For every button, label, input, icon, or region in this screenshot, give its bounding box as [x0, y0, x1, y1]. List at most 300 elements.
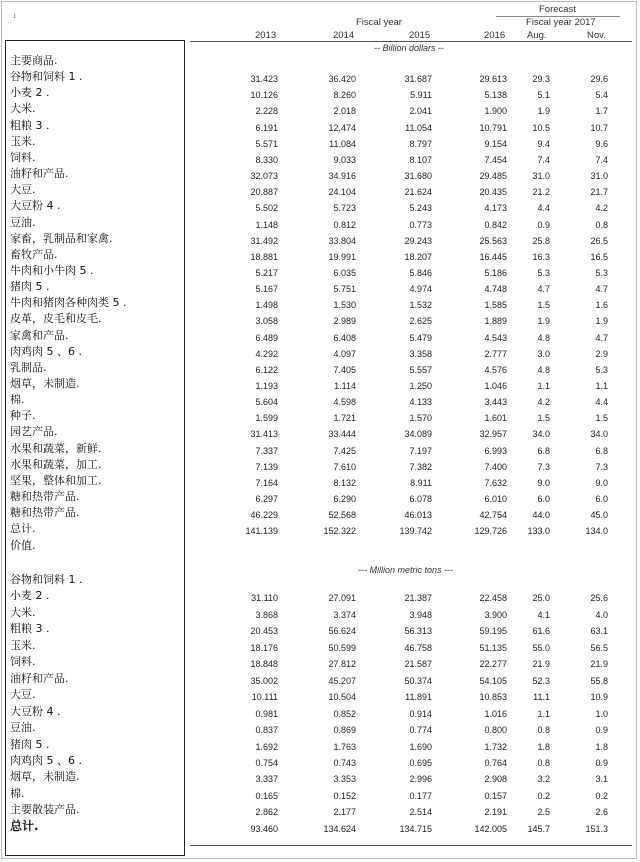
cell-value: 142.005: [474, 823, 507, 834]
cell-value: 29.243: [404, 235, 432, 246]
cell-value: 4.7: [595, 332, 608, 343]
row-label: 烟草，未制造.: [10, 377, 80, 390]
row-label: 水果和蔬菜，加工.: [10, 457, 102, 471]
cell-value: 63.1: [590, 626, 608, 637]
row-label: 大豆粉 4 .: [10, 704, 61, 718]
cell-value: 4.8: [537, 364, 550, 375]
cell-value: 1.690: [409, 741, 432, 752]
cell-value: 4.0: [595, 609, 608, 620]
cell-value: 46.013: [404, 510, 432, 521]
header-rule: [190, 41, 632, 42]
cell-value: 2.018: [333, 106, 356, 117]
table-row: [0, 311, 640, 327]
row-label: 猪肉 5 .: [10, 280, 50, 294]
cell-value: 1.0: [595, 708, 608, 719]
cell-value: 152.322: [323, 526, 356, 537]
cell-value: 22.277: [479, 659, 507, 670]
cell-value: 0.869: [333, 725, 356, 736]
row-label: 大豆.: [10, 183, 36, 197]
row-label: 大豆粉 4 .: [10, 199, 61, 213]
table-row: [0, 521, 640, 537]
cell-value: 4.543: [484, 332, 507, 343]
cell-value: 5.3: [595, 267, 608, 278]
table-row: [0, 473, 640, 489]
cell-value: 5.138: [484, 90, 507, 101]
cell-value: 0.837: [255, 725, 278, 736]
row-label: 饲料.: [10, 150, 36, 164]
cell-value: 46.758: [404, 642, 432, 653]
cell-value: 31.687: [404, 74, 432, 85]
cell-value: 4.598: [333, 397, 356, 408]
cell-value: 10.5: [532, 122, 550, 133]
cell-value: 10.126: [250, 90, 278, 101]
cell-value: 1.532: [409, 300, 432, 311]
cell-value: 22.458: [479, 593, 507, 604]
cell-value: 10.791: [479, 122, 507, 133]
cell-value: 1.1: [537, 708, 550, 719]
cell-value: 18.881: [250, 251, 278, 262]
row-label: 肉鸡肉 5 、6 .: [10, 753, 82, 767]
cell-value: 7.405: [333, 364, 356, 375]
cell-value: 56.5: [590, 642, 608, 653]
cell-value: 18.848: [250, 659, 278, 670]
table-row: [0, 279, 640, 295]
cell-value: 5.911: [410, 90, 432, 101]
cell-value: 2.862: [255, 807, 278, 818]
cell-value: 6.078: [409, 494, 432, 505]
cell-value: 7.454: [484, 154, 507, 165]
cell-value: 7.400: [484, 461, 507, 472]
table-row: [0, 215, 640, 231]
cell-value: 25.563: [479, 235, 507, 246]
forecast-year-header: Fiscal year 2017: [526, 17, 596, 28]
cell-value: 7.382: [409, 461, 432, 472]
cell-value: 55.0: [532, 642, 550, 653]
table-row: [0, 786, 640, 802]
table-row: [0, 263, 640, 279]
cell-value: 1.5: [537, 300, 550, 311]
cell-value: 9.0: [595, 477, 608, 488]
cell-value: 1.114: [334, 381, 356, 391]
cell-value: 4.576: [484, 364, 507, 375]
row-label: 乳制品.: [10, 360, 47, 374]
cell-value: 20.887: [250, 187, 278, 198]
row-label: 总计.: [10, 818, 39, 833]
cell-value: 0.9: [595, 725, 608, 736]
cell-value: 6.8: [595, 445, 608, 456]
cell-value: 3.948: [409, 609, 432, 620]
cell-value: 2.228: [255, 106, 278, 117]
cell-value: 10.504: [328, 692, 356, 703]
cell-value: 21.624: [404, 187, 432, 198]
cell-value: 0.177: [409, 790, 432, 801]
row-label: 坚果，整体和加工.: [10, 473, 102, 487]
cell-value: 27.091: [328, 593, 356, 604]
table-row: [0, 588, 640, 604]
cell-value: 31.0: [532, 171, 550, 182]
cell-value: 0.695: [409, 757, 432, 768]
cell-value: 7.4: [537, 154, 550, 165]
row-label: 油籽和产品.: [10, 167, 69, 181]
cell-value: 16.445: [479, 251, 507, 262]
table-row: [0, 101, 640, 117]
row-label: 粗粮 3 .: [10, 118, 50, 132]
row-label: 棉.: [10, 393, 25, 407]
cell-value: 3.0: [537, 348, 550, 359]
cell-value: 8.330: [255, 154, 278, 165]
cell-value: 25.8: [532, 235, 550, 246]
cell-value: 4.4: [595, 397, 608, 408]
cell-value: 2.041: [409, 106, 432, 117]
cell-value: 4.748: [484, 284, 507, 295]
cell-value: 34.089: [404, 429, 432, 440]
forecast-header: Forecast: [539, 4, 576, 15]
cell-value: 3.443: [484, 397, 507, 408]
table-row: [0, 134, 640, 150]
cell-value: 25.0: [532, 593, 550, 604]
cell-value: 4.4: [537, 203, 550, 214]
row-label: 家畜，乳制品和家禽.: [10, 231, 113, 245]
cell-value: 4.7: [537, 284, 550, 295]
cell-value: 1.5: [537, 413, 550, 424]
row-label: 大米.: [10, 605, 36, 619]
cell-value: 31.492: [250, 235, 278, 246]
cell-value: 3.2: [537, 774, 550, 785]
row-label: 主要商品.: [10, 54, 58, 67]
cell-value: 8.797: [409, 138, 432, 149]
cell-value: 10.7: [590, 122, 608, 133]
cell-value: 0.743: [333, 757, 356, 768]
cell-value: 5.751: [333, 284, 356, 295]
cell-value: 11.084: [329, 138, 356, 149]
cell-value: 0.9: [537, 219, 550, 230]
cell-value: 141.139: [245, 526, 278, 537]
cell-value: 21.387: [404, 593, 432, 604]
cell-value: 0.8: [595, 219, 608, 230]
table-row: [0, 753, 640, 769]
cell-value: 25.6: [590, 593, 608, 604]
cell-value: 12.474: [328, 122, 356, 133]
cell-value: 51.135: [479, 642, 507, 653]
cell-value: 133.0: [527, 526, 550, 537]
cell-value: 6.0: [537, 494, 550, 505]
cell-value: 5.502: [255, 203, 278, 214]
cell-value: 6.010: [484, 494, 507, 505]
cell-value: 134.0: [585, 526, 608, 537]
row-label: 谷物和饲料 1 .: [10, 573, 83, 586]
cell-value: 5.3: [537, 267, 550, 278]
row-label: 粗粮 3 .: [10, 622, 50, 636]
table-row: [0, 182, 640, 198]
cell-value: 1.601: [484, 413, 507, 424]
cell-value: 11.054: [405, 122, 432, 133]
cell-value: 7.632: [484, 477, 507, 488]
table-row: [0, 802, 640, 818]
cell-value: 20.435: [479, 187, 507, 198]
table-row: [0, 295, 640, 311]
cell-value: 0.774: [409, 725, 432, 736]
row-label: 糖和热带产品.: [10, 490, 80, 504]
cell-value: 7.337: [255, 445, 278, 456]
cell-value: 21.2: [532, 187, 550, 198]
cell-value: 7.139: [255, 461, 278, 472]
cell-value: 2.6: [595, 807, 608, 818]
cell-value: 2.191: [484, 807, 507, 818]
table-row: [0, 247, 640, 263]
cell-value: 1.9: [537, 316, 550, 327]
cell-value: 1.721: [333, 413, 356, 424]
cell-value: 145.7: [527, 823, 550, 834]
cell-value: 29.3: [532, 74, 550, 85]
cell-value: 1.599: [255, 413, 278, 424]
cell-value: 1.763: [333, 741, 356, 752]
cell-value: 31.0: [590, 171, 608, 182]
cell-value: 5.4: [595, 90, 608, 101]
row-label: 棉.: [10, 786, 25, 800]
nov-header: Nov.: [587, 30, 606, 41]
cell-value: 8.132: [333, 477, 356, 488]
billion-dollars-unit: -- Billion dollars --: [374, 43, 445, 53]
table-row: [0, 720, 640, 736]
cell-value: 134.715: [399, 823, 432, 834]
cell-value: 6.297: [255, 494, 278, 505]
cell-value: 9.4: [537, 138, 550, 149]
cell-value: 2.625: [409, 316, 432, 327]
cell-value: 1.1: [595, 381, 608, 391]
cell-value: 0.2: [595, 790, 608, 801]
cell-value: 44.0: [532, 510, 550, 521]
cell-value: 0.914: [409, 708, 432, 719]
cell-value: 151.3: [585, 823, 608, 834]
cell-value: 54.105: [479, 675, 507, 686]
cell-value: 32.073: [250, 171, 278, 182]
table-row: [0, 572, 640, 588]
cell-value: 32.957: [479, 429, 507, 440]
cell-value: 24.104: [328, 187, 356, 198]
row-label: 主要散装产品.: [10, 803, 80, 817]
cell-value: 1.6: [595, 300, 608, 311]
cell-value: 1.732: [484, 741, 507, 752]
cell-value: 5.557: [409, 364, 432, 375]
cell-value: 7.3: [595, 461, 608, 472]
table-row: [0, 408, 640, 424]
cell-value: 4.292: [255, 348, 278, 359]
cell-value: 10.853: [479, 692, 507, 703]
table-row: [0, 687, 640, 703]
table-row: [0, 671, 640, 687]
cell-value: 1.900: [484, 106, 507, 117]
row-label: 饲料.: [10, 655, 36, 669]
cell-value: 5.217: [255, 267, 278, 278]
cell-value: 36.420: [328, 74, 356, 85]
cell-value: 31.680: [404, 171, 432, 182]
cell-value: 6.408: [333, 332, 356, 343]
cell-value: 6.8: [537, 445, 550, 456]
cell-value: 1.1: [537, 381, 550, 391]
cell-value: 6.993: [484, 445, 507, 456]
cell-value: 61.6: [532, 626, 550, 637]
cell-value: 7.4: [595, 154, 608, 165]
cell-value: 10.9: [590, 692, 608, 703]
cell-value: 6.489: [255, 332, 278, 343]
row-label: 家禽和产品.: [10, 328, 69, 342]
fiscal-year-header: Fiscal year: [356, 17, 402, 28]
million-metric-tons-unit: --- Million metric tons ---: [358, 565, 454, 575]
cell-value: 3.337: [255, 774, 278, 785]
row-label: 豆油.: [10, 215, 36, 229]
cell-value: 2.996: [409, 774, 432, 785]
cell-value: 21.9: [532, 659, 550, 670]
cell-value: 0.773: [409, 219, 432, 230]
cell-value: 5.604: [255, 397, 278, 408]
table-row: [0, 424, 640, 440]
cell-value: 1.193: [255, 381, 278, 391]
cell-value: 4.2: [595, 203, 608, 214]
table-row: [0, 704, 640, 720]
cell-value: 5.846: [409, 267, 432, 278]
cell-value: 5.243: [409, 203, 432, 214]
cell-value: 1.692: [255, 741, 278, 752]
cell-value: 5.1: [537, 90, 550, 101]
cell-value: 4.974: [409, 284, 432, 295]
cell-value: 45.0: [590, 510, 608, 521]
cell-value: 3.353: [333, 774, 356, 785]
cell-value: 2.908: [484, 774, 507, 785]
year-2016-header: 2016: [484, 30, 506, 41]
row-label: 牛肉和猪肉各种肉类 5 .: [10, 296, 127, 310]
row-label: 皮革，皮毛和皮毛.: [10, 312, 102, 326]
cell-value: 9.154: [484, 138, 507, 149]
cell-value: 0.800: [484, 725, 507, 736]
cell-value: 0.842: [484, 219, 507, 230]
table-row: [0, 638, 640, 654]
cell-value: 50.374: [404, 675, 432, 686]
table-row: [0, 538, 640, 554]
cell-value: 5.571: [255, 138, 278, 149]
row-label: 猪肉 5 .: [10, 737, 50, 751]
row-label: 总计.: [10, 522, 36, 536]
cell-value: 31.413: [250, 429, 278, 440]
cell-value: 9.033: [333, 154, 356, 165]
cell-value: 0.981: [255, 708, 278, 719]
cell-value: 6.191: [255, 122, 278, 133]
cell-value: 5.3: [595, 364, 608, 375]
cell-value: 9.0: [537, 477, 550, 488]
cell-value: 3.900: [484, 609, 507, 620]
cell-value: 29.485: [479, 171, 507, 182]
cell-value: 1.585: [484, 300, 507, 311]
cell-value: 0.9: [595, 757, 608, 768]
cell-value: 21.587: [404, 659, 432, 670]
cell-value: 1.889: [484, 316, 507, 327]
cell-value: 34.0: [590, 429, 608, 440]
cell-value: 1.5: [595, 413, 608, 424]
cell-value: 0.8: [537, 757, 550, 768]
cell-value: 3.058: [255, 316, 278, 327]
year-2014-header: 2014: [333, 30, 355, 41]
row-label: 价值.: [10, 538, 36, 552]
row-label: 小麦 2 .: [10, 589, 50, 603]
cell-value: 16.3: [532, 251, 550, 262]
cell-value: 134.624: [323, 823, 356, 834]
cell-value: 34.916: [328, 171, 356, 182]
cell-value: 21.7: [590, 187, 608, 198]
table-row: [0, 360, 640, 376]
table-row: [0, 621, 640, 637]
cell-value: 42.754: [479, 510, 507, 521]
cell-value: 27.812: [328, 659, 356, 670]
table-row: [0, 392, 640, 408]
cell-value: 0.157: [484, 790, 507, 801]
table-row: [0, 85, 640, 101]
row-label: 小麦 2 .: [10, 86, 50, 100]
cell-value: 1.570: [409, 413, 432, 424]
cell-value: 4.173: [484, 203, 507, 214]
cell-value: 11.891: [405, 692, 432, 703]
cell-value: 5.723: [333, 203, 356, 214]
cell-value: 129.726: [474, 526, 507, 537]
cell-value: 7.164: [255, 477, 278, 488]
year-2015-header: 2015: [409, 30, 431, 41]
table-row: [0, 769, 640, 785]
row-label: 水果和蔬菜，新鲜.: [10, 441, 102, 455]
cell-value: 9.6: [595, 138, 608, 149]
cell-value: 6.0: [595, 494, 608, 505]
cell-value: 7.610: [333, 461, 356, 472]
cell-value: 7.197: [409, 445, 432, 456]
table-row: [0, 328, 640, 344]
cell-value: 3.358: [409, 348, 432, 359]
table-row: [0, 166, 640, 182]
row-label: 豆油.: [10, 721, 36, 735]
table-row: [0, 819, 640, 835]
cell-value: 0.754: [255, 757, 278, 768]
cell-value: 2.514: [409, 807, 432, 818]
cell-value: 56.313: [404, 626, 432, 637]
corner-mark: .i: [12, 13, 16, 20]
row-label: 肉鸡肉 5 、6 .: [10, 344, 82, 358]
cell-value: 29.6: [590, 74, 608, 85]
row-label: 大豆.: [10, 688, 36, 702]
cell-value: 2.177: [333, 807, 356, 818]
cell-value: 0.2: [537, 790, 550, 801]
cell-value: 34.0: [532, 429, 550, 440]
row-label: 畜牧产品.: [10, 247, 58, 261]
cell-value: 1.016: [484, 708, 507, 719]
cell-value: 139.742: [399, 526, 432, 537]
cell-value: 4.133: [409, 397, 432, 408]
table-row: [0, 376, 640, 392]
cell-value: 1.9: [595, 316, 608, 327]
footer-rule: [190, 845, 632, 846]
table-row: [0, 198, 640, 214]
cell-value: 31.110: [251, 593, 278, 604]
cell-value: 52.3: [532, 675, 550, 686]
cell-value: 4.097: [333, 348, 356, 359]
aug-header: Aug.: [527, 30, 547, 41]
cell-value: 56.624: [328, 626, 356, 637]
cell-value: 0.152: [333, 790, 356, 801]
cell-value: 1.148: [255, 219, 278, 230]
row-label: 种子.: [10, 409, 36, 423]
cell-value: 1.8: [595, 741, 608, 752]
table-row: [0, 605, 640, 621]
cell-value: 3.374: [333, 609, 356, 620]
cell-value: 59.195: [479, 626, 507, 637]
row-label: 大米.: [10, 102, 36, 116]
cell-value: 29.613: [479, 74, 507, 85]
cell-value: 4.7: [595, 284, 608, 295]
